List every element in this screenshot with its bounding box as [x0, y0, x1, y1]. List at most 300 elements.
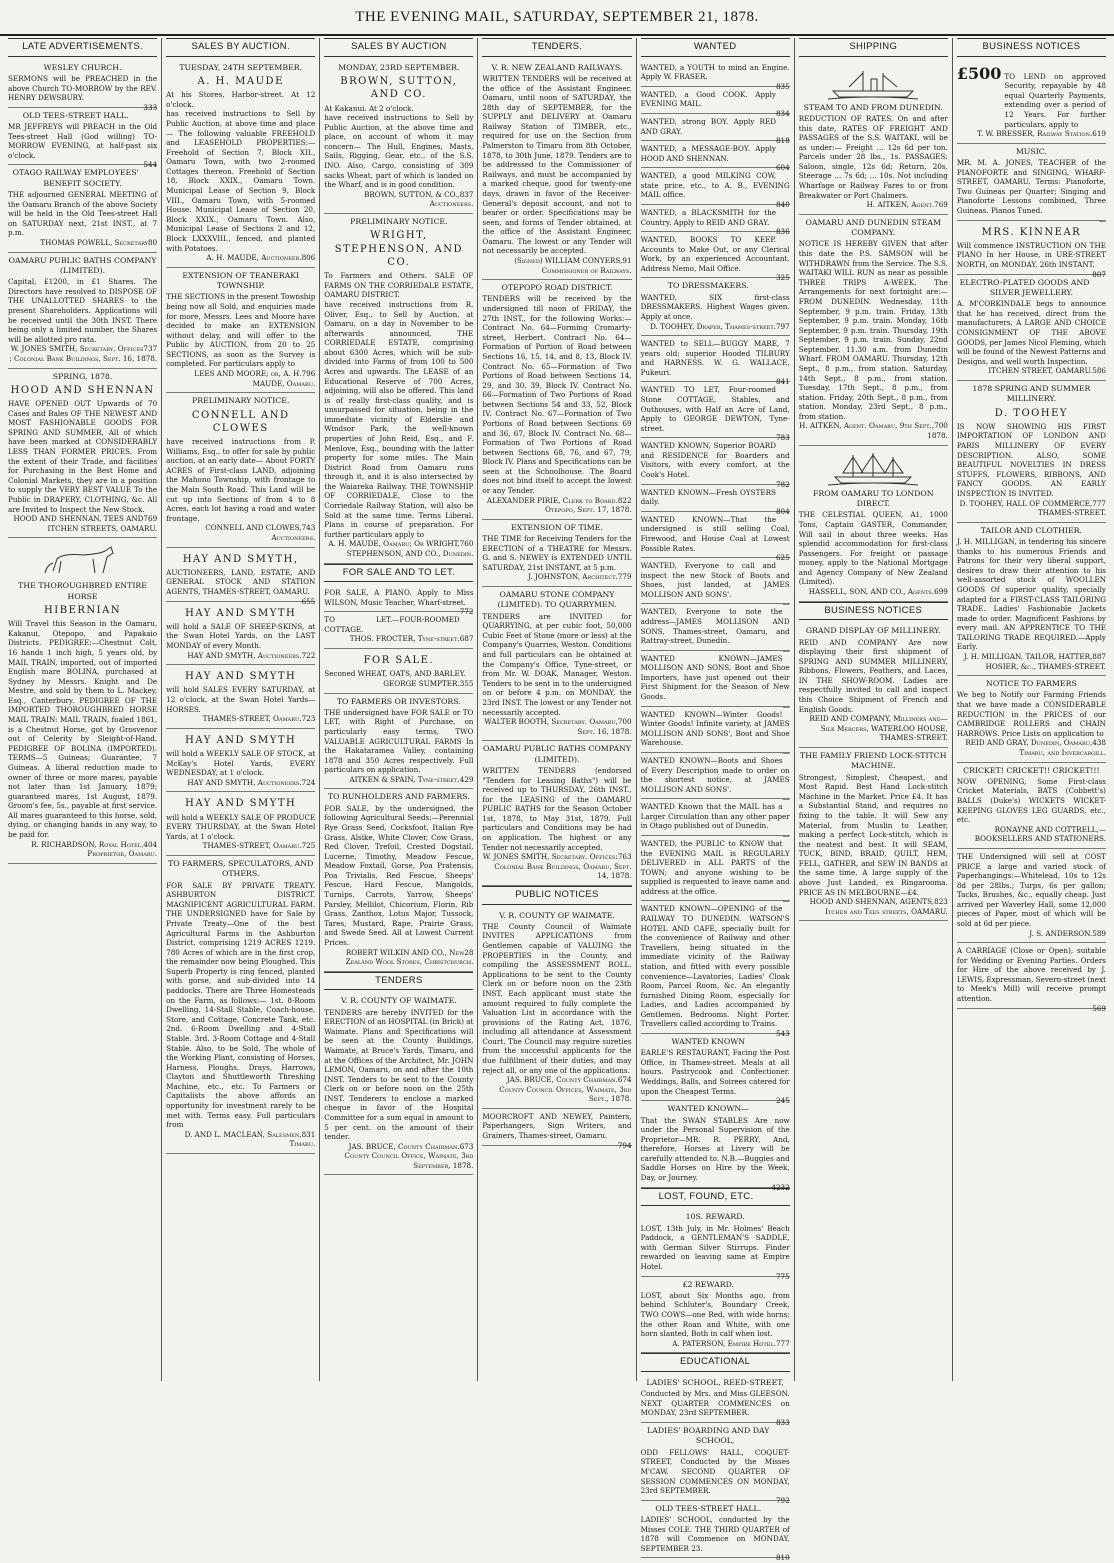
section-heading: FOR SALE AND TO LET.: [324, 564, 473, 583]
ad-body: MR JEFFREYS will PREACH in the Old Tees-street Hall (God willing) TO-MORROW EVENING, at half-past six o'clock.: [8, 122, 158, 160]
ad-number: 763: [617, 852, 632, 862]
advertisement: [482, 280, 631, 520]
advertisement: [8, 369, 157, 539]
ad-title: TO FARMERS OR INVESTORS.: [336, 696, 461, 706]
ad-title: TUESDAY, 24TH SEPTEMBER.: [179, 62, 303, 72]
ad-number: 777: [775, 1338, 790, 1348]
ad-signature: J. JOHNSTON, Architect.: [528, 572, 618, 582]
section-heading: TENDERS: [324, 972, 473, 991]
ad-footer: [166, 714, 315, 724]
ad-footer: [957, 738, 1106, 757]
ad-signature: LEES AND MOORE; or, A. H. MAUDE, Oamaru.: [194, 369, 316, 388]
ad-body: TENDERS are hereby INVITED for the ERECTION of an HOSPITAL (in Brick) at Waimate. Plans and Specifications will be seen at the County Buildings, Waimate, at Bruce's Yards, Timaru, and at the Offices of the Architect, Mr. JOHN LEMON, Oamaru, on and after the 10th INST. Tenders to be sent to the County Clerk on or before noon on the 25th INST. Tenderers to enclose a marked cheque in favor of the Hospital Committee for a sum equal in amount to 5 per cent. on the amount of their tender.: [324, 1007, 474, 1142]
ad-body: AUCTIONEERS, LAND, ESTATE, AND GENERAL STOCK AND STATION AGENTS, THAMES-STREET, OAMARU.: [166, 567, 316, 596]
ad-number: 700: [617, 717, 632, 727]
advertisement: [956, 943, 1106, 1013]
ad-footer: [957, 825, 1106, 844]
ad-number: —: [1098, 824, 1106, 834]
advertisement: [482, 741, 631, 886]
ad-number: 810: [775, 1553, 790, 1563]
ad-signature: (Signed) WILLIAM CONYERS, Commissioner of Railways.: [514, 255, 632, 275]
section-heading: SALES BY AUCTION: [324, 38, 473, 57]
ad-number: 760: [459, 539, 474, 549]
ad-body: HAVE OPENED OUT Upwards of 70 Cases and Bales OF THE NEWEST AND MOST FASHIONABLE GOODS FOR SPRING AND SUMMER, All of which have been marked at CONSIDERABLY LESS THAN FORMER PRICES. From the extent of their Trade, and facilities for Purchasing in the Best Home and Colonial Markets, they are in a position to supply the VERY BEST VALUE To the Public in DRAPERY, CLOTHING, &c. All are Invited to Inspect the New Stock.: [8, 399, 158, 514]
ad-display-name: A. H. MAUDE: [197, 75, 284, 87]
loan-heading: [957, 63, 1106, 129]
column-5: [637, 38, 795, 1563]
steamship-engraving-svg: [823, 65, 923, 101]
advertisement: [799, 215, 948, 446]
advertisement: [957, 849, 1106, 943]
ad-number: 833: [775, 1418, 790, 1428]
advertisement: [324, 694, 473, 790]
ad-number: 841: [775, 377, 790, 387]
ad-body: FOR SALE BY PRIVATE TREATY. ASHBURTON DISTRICT. MAGNIFICENT AGRICULTURAL FARM. THE UNDERSIGNED have for Sale by Private Treaty—One of the best Agricultural Farms in the Ashburton District, comprising 1219 ACRES 1219. 780 Acres of which are in the first crop, the remainder now being Ploughed. This Superb Property is ring fenced, planted with gorse, and sub-divided into 14 paddocks. There are Three Homesteads on the Farm, as follows:— 1st. 8-Room Dwelling, 14-Stall Stable, Coach-house, Store, and Cottage, Concrete Tank, etc. 2nd. 6-Room Dwelling and 4-Stall Stable. 3rd. 3-Room Cottage and 4-Stall Stable. Also, to be Sold, The whole of the Working Plant, consisting of Horses, Harness, Ploughs, Drays, Harrows, Clayton and Shuttleworth Threshing Machine, etc., etc. To Farmers or Capitalists the above affords an opportunity for investment rarely to be met with. Terms easy. Full particulars from: [166, 880, 316, 1130]
advertisement: [8, 538, 157, 863]
ad-footer: [482, 1075, 631, 1104]
ad-footer: [641, 322, 790, 332]
ad-body: A. M'CORKINDALE begs to announce that he has received, direct from the manufacturers, A LARGE AND CHOICE CONSIGNMENT OF THE ABOVE GOODS, per James Nicol Fleming, which will be found of the Newest Patterns and Designs, and well worth Inspection.: [956, 299, 1106, 366]
ad-body: WANTED KNOWN—Boots and Shoes of Every Description made to order on the shortest notice, at JAMES MOLLISON AND SONS'.: [640, 755, 790, 794]
ad-body: IS NOW SHOWING HIS FIRST IMPORTATION OF LONDON AND PARIS MILLINERY OF EVERY DESCRIPTION. ALSO, SOME BEAUTIFUL NOVELTIES IN DRESS STUFFS, FLOWERS, RIBBONS, AND FANCY GOODS. AN EARLY INSPECTION IS INVITED.: [956, 421, 1106, 498]
ad-body: WANTED KNOWN, Superior BOARD and RESIDENCE for Boarders and Visitors, with every comfort, at the Cook's Hotel.: [640, 441, 790, 480]
ad-body: WANTED to SELL—BUGGY MARE, 7 years old; superior Hooded TILBURY and HARNESS. W. G. WALLACE, Pukeuri.: [640, 339, 790, 377]
ad-title: MUSIC.: [1015, 146, 1047, 156]
advertisement: [324, 60, 473, 214]
ad-display-name: HAY AND SMYTH: [185, 798, 297, 810]
ad-body: WANTED, Everyone to call and inspect the new Stock of Boots and Shoes, just landed, at JAMES MOLLISON AND SONS'.: [640, 561, 790, 599]
ad-footer: [8, 514, 157, 533]
ad-footer: [799, 714, 948, 743]
ad-footer: [324, 539, 473, 558]
advertisement: [8, 108, 158, 170]
advertisement: [8, 60, 158, 112]
ad-number: 804: [775, 506, 790, 516]
ad-signature: JAS. BRUCE, County Chairman. County Council Offices, Waimate, 3rd Sept., 1878.: [499, 1075, 632, 1104]
advertisement: [166, 393, 315, 547]
ad-footer: [799, 587, 948, 597]
sailing-ship-engraving: [814, 451, 933, 487]
ad-footer: [957, 129, 1106, 139]
ad-title: OAMARU PUBLIC BATHS COMPANY (LIMITED).: [483, 744, 631, 764]
ad-number: —: [782, 896, 790, 906]
ad-title: WESLEY CHURCH.: [43, 62, 122, 72]
advertisement: [640, 1375, 790, 1428]
ad-title: 10S. REWARD.: [685, 1212, 745, 1222]
ad-body: will hold a WEEKLY SALE OF STOCK, at McKay's Hotel Yards, EVERY WEDNESDAY, at 1 o'clock.: [166, 749, 316, 778]
advertisement: [640, 1034, 790, 1106]
advertisement: [166, 792, 315, 856]
ad-signature: BROWN, SUTTON, & CO., Auctioneers.: [364, 189, 474, 209]
ad-title: WANTED KNOWN: [671, 1036, 746, 1046]
advertisement: [957, 381, 1106, 523]
column-6: [795, 38, 953, 1381]
advertisement: [640, 707, 790, 757]
section-heading: BUSINESS NOTICES: [799, 602, 948, 621]
advertisement: [8, 253, 157, 369]
ad-title: THE THOROUGHBRED ENTIRE HORSE: [18, 581, 147, 601]
advertisement: [640, 485, 790, 516]
ad-number: —: [1098, 215, 1106, 225]
ad-body: J. H. MILLIGAN, in tendering his sincere thanks to his numerous Friends and Patrons for their very liberal support, desires to draw their attention to his well-assorted stock of WOOLLEN GOODS Of superior quality, specially adapted for a FIRST-CLASS TAILORING TRADE. Ladies' Fashionable Jackets made to order. Magnificent Fashions by every mail. AN APPRENTICE TO THE TAILORING TRADE REQUIRED.—Apply Early.: [956, 537, 1106, 652]
ad-body: ODD FELLOWS' HALL, COQUET-STREET, Conducted by the Misses M'CAW. SECOND QUARTER OF SESSION COMMENCES ON MONDAY, 23rd SEPTEMBER.: [640, 1447, 790, 1496]
ad-title: CRICKET! CRICKET!! CRICKET!!!: [963, 765, 1100, 775]
ad-signature: A. PATERSON, Empire Hotel.: [672, 1338, 776, 1348]
ad-body: THE adjourned GENERAL MEETING of the Oamaru Branch of the above Society will be held in the Old Tees-street Hall on SATURDAY next, 21st INST., at 7 p.m.: [8, 190, 158, 238]
ad-body: TO LET.—FOUR-ROOMED COTTAGE.: [324, 615, 460, 634]
ad-signature: D. TOOHEY, HALL OF COMMERCE, THAMES-STREET.: [959, 498, 1106, 518]
ad-body: have received instructions from P. Williams, Esq., to offer for sale by public auction, at an early date— About FORTY ACRES of First-class LAND, adjoining the Mahono Township, with frontage to the Main South Road. This Land will be cut up into Sections of from 4 to 8 Acres, each lot having a road and water frontage.: [166, 437, 316, 523]
ad-signature: W. JONES SMITH, Secretary. Offices: Colonial Bank Buildings, Oamaru, Sept. 14, 1878.: [482, 852, 632, 881]
ad-body: WANTED, SIX first-class DRESSMAKERS. Highest Wages given. Apply at once.: [640, 292, 790, 321]
ad-footer: [166, 778, 315, 788]
ad-title: PRELIMINARY NOTICE.: [191, 396, 290, 406]
advertisement: [640, 168, 790, 209]
ad-number: 822: [617, 495, 632, 505]
column-4: [478, 38, 636, 1381]
advertisement: [640, 1209, 790, 1281]
advertisement: [799, 623, 948, 748]
ad-display-name: WRIGHT, STEPHENSON, AND CO.: [334, 230, 464, 268]
ad-title: V. R. NEW ZEALAND RAILWAYS.: [491, 62, 623, 72]
advertisement: [640, 604, 790, 655]
ad-body: Capital, £1200, in £1 Shares. The Directors have resolved to DISPOSE OF THE UNALLOTTED SHARES to the present Shareholders. Applications will be received until the 30th INST. There being only a limited number, the Shares will be allotted pro rata.: [8, 277, 158, 344]
advertisement: [166, 548, 316, 606]
ad-number: 673: [459, 1141, 474, 1151]
ad-number: 887: [1092, 651, 1106, 661]
advertisement: [640, 438, 790, 489]
ad-number: 674: [617, 1075, 632, 1085]
advertisement: [956, 144, 1106, 225]
ad-title: EXTENSION OF TEANERAKI TOWNSHIP.: [182, 270, 300, 291]
ad-number: 792: [775, 1495, 790, 1505]
ad-title: WANTED KNOWN—: [667, 1104, 749, 1114]
advertisement: [640, 558, 790, 609]
section-heading: BUSINESS NOTICES: [957, 38, 1106, 57]
ad-number: 589: [1092, 928, 1106, 938]
ad-number: 619: [1092, 129, 1106, 139]
ad-number: 783: [775, 433, 790, 443]
ad-footer: [324, 634, 473, 644]
ad-number: —: [782, 830, 790, 840]
ad-number: —: [940, 714, 948, 724]
ad-signature: D. TOOHEY, Draper, Thames-street.: [650, 321, 776, 331]
ad-number: 699: [934, 586, 948, 596]
ad-number: 604: [775, 163, 790, 173]
advertisement: [799, 60, 948, 215]
ad-body: WANTED KNOWN—That the undersigned is still selling Coal, Firewood, and House Coal at Lowest Possible Rates.: [640, 514, 790, 553]
horse-engraving-svg: [33, 543, 133, 579]
advertisement: [640, 799, 790, 840]
ad-signature: H. AITKEN, Agent. Oamaru, 9th Sept., 1878.: [799, 421, 948, 441]
advertisement: [640, 60, 790, 91]
advertisement: [641, 278, 790, 336]
ad-footer: [957, 366, 1106, 376]
ad-signature: ROBERT WILKIN AND CO., New Zealand Wool Stores, Christchurch.: [345, 947, 474, 967]
ad-body: Will commence INSTRUCTION ON THE PIANO In her House, in URE-STREET NORTH, on MONDAY, 26th INSTANT.: [956, 240, 1106, 269]
ad-number: 818: [775, 136, 790, 146]
ad-display-name: BROWN, SUTTON, AND CO.: [340, 75, 458, 101]
ad-title: FROM OAMARU TO LONDON DIRECT.: [812, 488, 934, 508]
ad-number: 779: [617, 572, 632, 582]
section-heading: PUBLIC NOTICES: [482, 886, 631, 905]
ad-body: WANTED, BOOKS TO KEEP. Accounts to Make Out, or any Clerical Work, by an experienced Accountant. Address Nemo, Mail Office.: [640, 235, 790, 273]
ad-number: 700: [934, 421, 948, 431]
ad-signature: A. H. MAUDE, Oamaru; Or WRIGHT, STEPHENSON, AND CO., Dunedin.: [328, 539, 474, 558]
ad-body: Will Travel this Season in the Oamaru, Kakanui, Otepopo, and Papakaio Districts. PEDIGREE:—Chestnut Colt, 16 hands 1 inch high, 5 years old, by MAIL TRAIN, imported, out of imported English mare BOLINA, purchased at Sydney by Messrs. Knight and De Mestre, and sold by them to L. Mackey, Esq., Canterbury. PEDIGREE OF THE IMPORTED THOROUGHBRED HORSE MAIL TRAIN: MAIL TRAIN, foaled 1861, is a Chestnut Horse, got by Grosvenor out of Celerity by Sleight-of-Hand. PEDIGREE OF BOLINA (IMPORTED). TERMS—5 Guineas; Guarantee, 7 Guineas. A liberal reduction made to owner of three or more mares, payable not later than 1st January, 1879; guaranteed mares, 1st August, 1879. Groom's fee, 5s., payable at first service. All mares guaranteed to this horse, sold, dying, or changing hands in any way, to be paid for.: [8, 619, 158, 839]
ad-body: WANTED KNOWN—Fresh OYSTERS daily.: [640, 487, 776, 507]
ad-body: To Farmers and Others. SALE OF FARMS ON THE CORRIEDALE ESTATE, OAMARU DISTRICT.: [324, 271, 474, 300]
ad-number: 569: [1092, 1003, 1106, 1013]
ad-number: 438: [1092, 738, 1106, 748]
ad-title: TO FARMERS, SPECULATORS, AND OTHERS.: [168, 858, 314, 879]
column-2: [162, 38, 320, 1381]
ad-title: OLD TEES-STREET HALL.: [22, 110, 129, 120]
ad-title: 1878 SPRING AND SUMMER MILLINERY.: [972, 383, 1091, 404]
ad-signature: REID AND GRAY, Dunedin, Oamaru, Timaru, and Invercargill.: [965, 738, 1106, 757]
ad-body: WRITTEN TENDERS (endorsed "Tenders for Leasing Baths") will be received up to THURSDAY, 26th INST., for the LEASING of the OAMARU PUBLIC BATHS for the Season October 1st, 1878, to May 31st, 1879. Full particulars and Conditions may be had on application. The highest or any Tender not necessarily accepted.: [482, 765, 632, 852]
ad-signature: T. W. BRESSER, Railway Station.: [977, 129, 1093, 139]
ad-body: EARLE'S RESTAURANT, Facing the Post Office, in Thames-street. Meals at all hours. Pastrycook and Confectioner. Weddings, Balls, and Soirees catered for upon the Cheapest Terms.: [640, 1048, 790, 1096]
ad-footer: [166, 253, 315, 263]
ad-body: WANTED TO LET, Four-roomed Stone COTTAGE, Stables, and Outhouses, with Half an Acre of Land, Apply to GEORGE DEWTON, Tyne-street.: [640, 385, 790, 433]
ad-body: NOW OPENING, Some First-class Cricket Materials, BATS (Cobbett's) BALLS (Duke's) WICKETS WICKET-KEEPING GLOVES LEG GUARDS, etc., etc.: [956, 776, 1106, 825]
ad-signature: GEORGE SUMPTER.: [383, 678, 460, 688]
advertisement: [640, 336, 790, 387]
ad-body: At Kakanui. At 2 o'clock.: [324, 103, 414, 113]
advertisement: [640, 651, 790, 711]
ad-number: 91: [622, 255, 632, 265]
steamship-engraving: [814, 65, 933, 101]
ad-display-name: HAY AND SMYTH,: [182, 553, 299, 565]
ad-signature: HASSELL, SON, AND CO., Agents.: [808, 586, 935, 596]
ad-body: will hold a WEEKLY SALE OF PRODUCE EVERY THURSDAY, at the Swan Hotel Yards, at 1 o'clock.: [166, 812, 316, 841]
ad-title: MONDAY, 23RD SEPTEMBER.: [338, 62, 460, 72]
ad-body: TENDERS are INVITED for QUARRYING, at per cubic foot, 50,000 Cubic Feet of Stone (more or less) at the Company's Quarries, Weston. Conditions and full particulars can be obtained at the Company's Office, Tyne-street, or from Mr. W. DOAK, Manager, Weston. Tenders to be sent in to the undersigned on or before 4 p.m. on MONDAY, the 23rd INST. The lowest or any Tender not necessarily accepted.: [482, 611, 632, 717]
advertisement: [166, 856, 315, 1154]
advertisement: [640, 1501, 790, 1563]
ad-display-name: HAY AND SMYTH: [185, 734, 297, 746]
ad-number: —: [782, 747, 790, 757]
advertisement: [166, 665, 315, 729]
ad-number: 544: [143, 160, 158, 170]
advertisement: [324, 612, 473, 649]
ad-signature: WALTER BOOTH, Secretary. Oamaru, Sept. 16, 1878.: [484, 717, 632, 736]
ad-body-continued: have received instructions to Sell by Public Auction, at the above time and place, on account of whom it may concern— The Hull, Engines, Masts, Sails, Rigging, Gear, etc., of the S.S. INO. Also, Cargo, consisting of 309 sacks Wheat, part of which is landed on the Wharf, and is in good condition.: [324, 113, 474, 190]
ad-number: 722: [301, 650, 316, 660]
ad-title: OAMARU PUBLIC BATHS COMPANY (LIMITED).: [8, 255, 157, 275]
ad-signature: ITCHEN STREET, OAMARU.: [988, 366, 1093, 376]
advertisement: [640, 512, 790, 563]
ad-footer: [482, 256, 631, 275]
ad-signature: THOMAS POWELL, Secretary: [40, 238, 148, 247]
advertisement: [8, 165, 157, 252]
ad-body: THE SECTIONS in the present Township being now all Sold, and enquiries made for more, Messrs. Lees and Moore have decided to make an EXTENSION without delay, and will offer to the Public by AUCTION, from 20 to 25 SECTIONS, as soon as the Survey is completed. For particulars apply to: [166, 292, 316, 369]
ad-body: Conducted by Mrs. and Miss GLEESON. NEXT QUARTER COMMENCES on MONDAY, 23rd SEPTEMBER.: [640, 1389, 790, 1418]
ad-footer: [324, 1142, 473, 1171]
ad-signature: ALEXANDER PIRIE, Clerk to Board. Otepopo, Sept. 17, 1878.: [486, 495, 632, 515]
section-heading: EDUCATIONAL: [641, 1353, 790, 1372]
ad-number: 333: [143, 102, 158, 112]
advertisement: [166, 268, 315, 394]
advertisement: [324, 649, 473, 693]
advertisement: [640, 836, 790, 906]
section-heading: WANTED: [641, 38, 790, 57]
masthead: [0, 0, 1114, 36]
ad-signature: W. JONES SMITH, Secretary. Offices : Colonial Bank Buildings, Sept. 16, 1878.: [9, 344, 158, 363]
ad-footer: [482, 717, 631, 736]
advertisement: [640, 232, 790, 283]
ad-number: 737: [143, 344, 158, 354]
advertisement: [957, 275, 1106, 381]
ad-title: LADIES' BOARDING AND DAY SCHOOL,: [647, 1426, 770, 1446]
ad-body: That the SWAN STABLES Are now under the Personal Supervision of the Proprietor—MR. R. PERRY, And, therefore, Horses at Livery will be carefully attended to. N.B.—Buggies and Saddle Horses on Hire by the Week, Day, or Journey.: [640, 1115, 790, 1183]
ad-body: REDUCTION OF RATES. On and after this date, RATES OF FREIGHT AND PASSAGES of the S.S. WAITAKI, will be as under:— Freight ... 12s 6d per ton. Parcels under 28 lbs., 1s. PASSAGES: Saloon, single, 12s 6d; Return, 20s. Steerage ... 7s 6d; ... 10s. Not including Wharfage or Railway Fares to or from Breakwater or Port Chalmers.: [798, 113, 948, 200]
loan-amount: £500: [956, 63, 1002, 83]
ad-number: 831: [301, 1129, 316, 1139]
ad-number: 840: [775, 199, 790, 209]
ad-title: TO DRESSMAKERS.: [667, 281, 749, 291]
ad-footer: [482, 852, 631, 881]
ad-number: —: [782, 701, 790, 711]
ad-number: 404: [143, 839, 158, 849]
ad-body: WANTED KNOWN—OPENING of the RAILWAY TO DUNEDIN. WATSON'S HOTEL AND CAFE, specially built for the convenience of Railway and other Travellers, being situated in the immediate vicinity of the Railway station, and fitted with every possible convenience—Lavatories, Ladies' Cloak Room, Parcel Room, &c. An elegantly furnished Dining Room, especially for Ladies, and Ladies accompanied by Gentlemen. Bedrooms. Night Porter. Travellers called according to Trains.: [640, 904, 790, 1029]
ad-body: NOTICE IS HEREBY GIVEN that after this date the P.S. SAMSON will be WITHDRAWN from the Service. The S.S. WAITAKI WILL RUN as near as possible THREE TRIPS A-WEEK. The Arrangements for next fortnight are:— FROM DUNEDIN. Wednesday, 11th September, 9 p.m. train. Friday, 13th September, 9 p.m. train. Monday, 16th September, 9 p.m. train. Thursday, 19th September, 9 p.m. train. Sunday, 22nd September, 11.30 a.m. from Dunedin Wharf. FROM OAMARU. Thursday, 12th Sept., 8 p.m., from station. Saturday, 14th Sept., 8 p.m., from station. Tuesday, 17th Sept., 8 p.m., from station. Friday, 20th Sept., 8 p.m., from station. Monday, 23rd Sept., 8 p.m., from station.: [798, 239, 948, 421]
ad-title: GRAND DISPLAY OF MILLINERY.: [805, 626, 941, 636]
ad-body-continued: have received instructions from R. Oliver, Esq., to Sell by Auction, at Oamaru, on a day in November to be afterwards announced, THE CORRIEDALE ESTATE, comprising about 6300 Acres, which will be sub-divided into Farms of from 100 to 500 Acres and upwards. The LEASE of an Educational Reserve of 700 Acres, adjoining, will also be offered. This land is of really first-class quality, and is unsurpassed for situation, being in the immediate vicinity of Elderslie and Windsor Park, the well-known properties of John Reid, Esq., and F. Menlove, Esq., bounding with the latter property for some miles. The Main District Road from Oamaru runs through it, and it is also intersected by the Waiareka Railway. THE TOWNSHIP OF CORRIEDALE, Close to the Corriedale Railway Station, will also be Sold at the same time. Terms Liberal. Plans in course of preparation. For further particulars apply to: [324, 299, 474, 539]
ad-title: OTEPOPO ROAD DISTRICT.: [501, 283, 613, 293]
advertisement: [166, 729, 315, 793]
advertisement: [482, 1109, 632, 1150]
ad-body: WANTED, a YOUTH to mind an Engine. Apply W. FRASER.: [640, 62, 790, 82]
ad-signature: CONNELL AND CLOWES, Auctioneers.: [205, 523, 316, 542]
ad-number: 769: [934, 200, 948, 210]
ad-number: 769: [143, 514, 158, 524]
ad-display-name: HAY AND SMYTH: [185, 671, 297, 683]
ad-title: NOTICE TO FARMERS: [986, 679, 1077, 689]
ad-body: WANTED, a Good COOK. Apply EVENING MAIL.: [640, 89, 776, 109]
ad-footer: [8, 238, 157, 248]
ad-signature: AITKEN & SPAIN, Tyne-street.: [349, 774, 460, 784]
section-heading: LATE ADVERTISEMENTS.: [8, 38, 157, 57]
ad-number: 834: [775, 108, 790, 118]
ad-body: THE County Council of Waimate INVITES APPLICATIONS from Gentlemen capable of VALUING the PROPERTIES in the County, and compiling the ASSESSMENT ROLL. Applications to be sent to the County Clerk on or before noon on the 23th INST. Each applicant must state the amount required to fully complete the Valuation List in accordance with the provisions of the Rating Act, 1876, including all attendance at Assessment Court. The Council may require sureties from the successful applicants for the due fulfillment of their duties, and may reject all, or any one of the applications.: [482, 921, 632, 1075]
ad-number: 797: [775, 321, 790, 331]
advertisement: [324, 789, 473, 971]
ad-number: 625: [775, 553, 790, 563]
ad-body: WANTED, a BLACKSMITH for the Country. Apply to REID AND GRAY.: [640, 207, 776, 227]
ad-footer: [166, 651, 315, 661]
ad-body: LOST, about Six Months ago, from behind Schluter's, Boundary Creek, TWO COWS—one Red, with wide horns; the other Roan and White, with one horn slanted, Both in calf when lost.: [640, 1290, 790, 1339]
advertisement: [640, 141, 790, 173]
ad-body: FOR SALE, by the undersigned, the following Agricultural Seeds:—Perennial Rye Grass Seed, Cocksfoot, Italian Rye Grass, Alsike, White Clover, Cow Grass, Red Clover, Trefoil, Crested Dogstail, Lucerne, Timothy, Meadow Fescue, Meadow Foxtail, Gorse, Poa Pratensis, Poa Trivialis, Red Fescue, Sheeps' Fescue, Hard Fescue, Mangolds, Turnips, Carrots, Yarrow, Sheeps' Parsley, Mellilot, Chicorium, Florin, Rib Grass, Zanthox, Lotus Major, Tussock, Tares, Mustard, Rape, Prairie Grass, and Swede Seed. All at Lowest Current Prices.: [324, 803, 474, 947]
advertisement: [640, 382, 790, 443]
ad-signature: HAY AND SMYTH, Auctioneers.: [187, 777, 302, 787]
ad-number: —: [782, 645, 790, 655]
ad-body: WANTED KNOWN—Winter Goods! Winter Goods! Infinite variety, at JAMES MOLLISON AND SONS', Boot and Shoe Warehouse.: [640, 709, 790, 748]
ad-body: WANTED, strong BOY. Apply RED AND GRAY.: [640, 116, 776, 136]
advertisement: [166, 60, 315, 268]
advertisement: [482, 60, 631, 281]
ad-title: PRELIMINARY NOTICE.: [350, 216, 448, 226]
ad-number: 28: [464, 947, 474, 957]
ad-number: 835: [775, 81, 790, 91]
ad-body: SERMONS will be PREACHED in the above Church TO-MORROW by the REV. HENRY DEWSBURY.: [8, 73, 158, 103]
ad-signature: HOOD AND SHENNAN, AGENTS, Itchen and Tees streets, OAMARU.: [809, 897, 948, 916]
ad-body: WRITTEN TENDERS will be received at the office of the Assistant Engineer, Oamaru, until noon of SATURDAY, the 28th day of SEPTEMBER, for the SUPPLY and DELIVERY at Oamaru Railway Station of TIMBER, etc., required for use on the Section from Palmerston to Timaru from 8th October, 1878, to 30th June, 1879. Tenders are to be addressed to the Commissioner of Railways, and must be accompanied by a marked cheque, good for twenty-one days, drawn in favor of the Receiver-General's deposit account, and not to bearer or order. Specifications may be seen, and forms of Tender obtained, at the office of the Assistant Engineer, Oamaru. The lowest or any Tender will not necessarily be accepted.: [482, 73, 632, 256]
ad-display-name: HIBERNIAN: [44, 604, 122, 616]
ad-number: 724: [301, 777, 316, 787]
ad-title: OTAGO RAILWAY EMPLOYEES' BENEFIT SOCIETY.: [12, 168, 139, 188]
ad-number: 772: [459, 607, 474, 617]
ad-signature: REID AND COMPANY, Milliners and Silk Mercers, WATERLOO HOUSE, THAMES-STREET.: [809, 714, 948, 743]
ad-footer: [957, 652, 1106, 671]
ad-body: TO LEND on approved Security, repayable by 48 equal Quarterly Payments, extending over a period of 12 Years. For further particulars, apply to: [1004, 71, 1106, 129]
ad-body: will hold a SALE OF SHEEP-SKINS, at the Swan Hotel Yards, on the LAST MONDAY of every Month.: [166, 621, 316, 650]
ad-body: THE Undersigned will sell at COST PRICE a large and varied stock of Paperhangings:—Whitelead, 10s to 12s 8d per 28lbs.; Turps, 6s per gallon; Tacks, Brushes, &c., equally cheap. Just arrived per Waverley Hall, some 12,000 pieces of Paper, most of which will be sold at 6d per piece.: [956, 851, 1106, 928]
ad-signature: H. AITKEN, Agent.: [866, 200, 935, 210]
ad-signature: R. RICHARDSON, Royal Hotel, Proprietor, Oamaru.: [31, 839, 158, 859]
ad-number: 355: [459, 678, 474, 688]
ad-footer: [8, 840, 157, 859]
ad-footer: [166, 523, 315, 542]
advertisement: [640, 87, 790, 118]
ad-signature: D. AND L. MACLEAN, Salesmen, Timaru.: [184, 1129, 316, 1149]
ad-number: 794: [617, 1140, 632, 1150]
sailing-ship-engraving-svg: [823, 451, 923, 487]
ad-footer: [799, 897, 948, 916]
ad-body: At his Stores, Harbor-street. At 12 o'clock.: [166, 90, 316, 109]
ad-title: £2 REWARD.: [682, 1279, 735, 1289]
section-heading: LOST, FOUND, ETC.: [641, 1188, 790, 1207]
ad-footer: [482, 496, 631, 515]
ad-body: THE TIME for Receiving Tenders for the ERECTION of a THEATRE for Messrs. G. and S. NEWEY is EXTENDED UNTIL SATURDAY, 21st INSTANT, at 5 p.m.: [482, 534, 632, 572]
ad-body: WANTED Known that the MAIL has a Larger Circulation than any other paper in Otago published out of Dunedin.: [640, 802, 790, 831]
ad-title: EXTENSION OF TIME.: [511, 522, 603, 532]
ad-signature: HOOD AND SHENNAN, TEES AND ITCHEN STREETS, OAMARU.: [13, 514, 158, 533]
column-3: [320, 38, 478, 1381]
advertisement: [957, 676, 1106, 762]
ad-signature: J. S. ANDERSON.: [1029, 928, 1093, 938]
ad-footer: [957, 929, 1106, 939]
ad-title: V. R. COUNTY OF WAIMATE.: [499, 910, 615, 920]
advertisement: [324, 214, 473, 564]
ad-footer: [641, 1339, 790, 1349]
section-heading: TENDERS.: [482, 38, 631, 57]
ad-body-continued: has received instructions to Sell by Public Auction, at above time and place— The following valuable FREEHOLD and LEASEHOLD PROPERTIES:— Freehold of Section 7, Block XII., Oamaru Town, with two 2-roomed Cottages thereon. Freehold of Section 18, Block XXIX., Oamaru Town. Municipal Lease of Section 9, Block VIII., Oamaru Town, with 5-roomed House. Municipal Lease of Section 20, Block XXIX., Oamaru Town. Also, Municipal Lease of Sections 2 and 12, Block LXXXVIII., fenced, and planted with Potatoes.: [166, 109, 316, 253]
ad-footer: [482, 572, 631, 582]
ad-body: REID AND COMPANY Are now displaying their first shipment of SPRING AND SUMMER MILLINERY, Ribbons, Flowers, Feathers, and Laces, IN THE SHOW-ROOM. Ladies are respectfully invited to call and inspect this Choice Shipment of French and English Goods.: [798, 637, 948, 714]
ad-title: OLD TEES-STREET HALL.: [655, 1503, 762, 1513]
newspaper-columns: [0, 36, 1114, 1563]
ad-body: FOR SALE, A PIANO. Apply to Miss WILSON, Music Teacher, Wharf-street.: [324, 588, 474, 607]
ad-body: THE undersigned have FOR SALE or TO LET, with Right of Purchase, on particularly easy terms, TWO VALUABLE AGRICULTURAL FARMS In the Hakataramea Valley, containing 1878 and 350 Acres respectively. Full particulars on application.: [324, 707, 474, 775]
advertisement: [799, 446, 948, 602]
ad-number: 807: [1092, 269, 1106, 279]
ad-signature: HAY AND SMYTH, Auctioneers.: [187, 650, 302, 660]
advertisement: [640, 114, 790, 146]
advertisement: [166, 602, 315, 666]
advertisement: [957, 60, 1106, 144]
ad-number: 806: [301, 253, 316, 263]
ad-footer: [8, 344, 157, 363]
ad-number: 429: [459, 774, 474, 784]
ad-signature: THOS. FROCTER, Tyne-street.: [349, 634, 460, 644]
advertisement: [324, 585, 474, 617]
ad-number: 80: [147, 238, 158, 247]
ad-number: 245: [775, 1096, 790, 1106]
ad-number: 836: [775, 227, 790, 237]
